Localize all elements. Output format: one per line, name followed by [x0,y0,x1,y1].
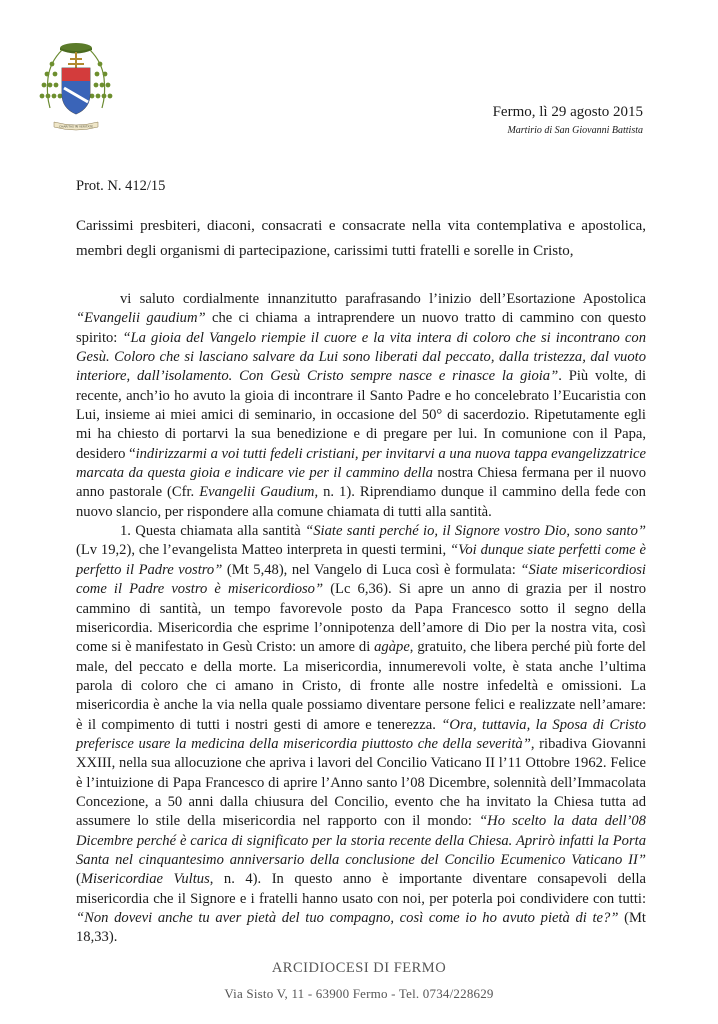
text-run: , ribadiva Giovanni XXIII, nella sua allocuzione che apriva i lavori del Concilio Vaticano II l’11 Ottobre 1962. Felice è l’intuizione di Papa Francesco di aprire l’Anno santo l’08 Dicembre, solennità dell’Immacolata Concezione, a 50 anni dalla chiusura del Concilio, evento che ha invitato la Chiesa tutta ad assumere lo stile della misericordia nel rapporto con il mondo: [76,735,647,830]
letter-paragraph [76,522,646,948]
protocol-number: Prot. N. 412/15 [76,178,166,194]
italic-quote-run: “Ora, tuttavia, la Sposa di Cristo preferisce usare la medicina della misericordia piuttosto che della severità” [76,716,646,752]
dateline [493,104,643,136]
italic-quote-run: “Voi dunque siate perfetti come è perfetto il Padre vostro” [76,542,646,578]
letterhead-footer [0,960,718,1002]
text-run: (Lc 6,36). Si apre un anno di grazia per il nostro cammino di santità, un tempo favorevole posto da Papa Francesco sotto il segno della misericordia. Misericordia che esprime l’onnipotenza dell’amore di Dio per la nostra vita, così come si è manifestato in Gesù Cristo: un amore di [76,581,646,656]
text-run: , gratuito, che libera perché più forte del male, del peccato e della morte. La misericordia, innumerevoli volte, è stata anche l’ultima parola di coloro che ci amano in Cristo, di fronte alle nostre infedeltà e omissioni. La misericordia è anche la via nella quale possiamo diventare persone felici e realizzate nell’amare: è il compimento di tutti i nostri gesti di amore e tenerezza. [76,639,646,733]
italic-quote-run: agàpe [374,639,410,656]
text-run: (Lv 19,2), che l’evangelista Matteo interpreta in questi termini, [76,542,450,559]
archdiocese-crest-icon [38,38,114,136]
text-run: 1. Questa chiamata alla santità [120,523,306,540]
letter-date: Fermo, lì 29 agosto 2015 [492,104,643,120]
crest-motto: CHARITAS IN VERITATE [58,124,94,129]
footer-organization: ARCIDIOCESI DI FERMO [271,960,447,976]
text-run: (Mt 5,48), nel Vangelo di Luca così è formulata: [222,561,521,578]
letter-paragraph [76,290,646,522]
italic-quote-run: “Evangelii gaudium” [76,310,206,327]
italic-quote-run: “La gioia del Vangelo riempie il cuore e la vita intera di coloro che si incontrano con Gesù. Coloro che si lasciano salvare da Lui sono liberati dal peccato, dalla tristezza, dal vuoto interiore, dall’isolamento. Con Gesù Cristo sempre nasce e rinasce la gioia” [76,329,647,385]
text-run: ( [76,871,81,888]
text-run: , n. 1). Riprendiamo dunque il cammino della fede con nuovo slancio, per rispondere alla comune chiamata di tutti alla santità. [76,484,646,520]
italic-quote-run: indirizzarmi a voi tutti fedeli cristiani, per invitarvi a una nuova tappa evangelizzatrice marcata da questa gioia e indicare vie per il cammino della [76,445,646,482]
italic-quote-run: “Siate santi perché io, il Signore vostro Dio, sono santo” [305,523,647,540]
text-run: nostra Chiesa fermana per il nuovo anno pastorale (Cfr. [76,465,646,501]
text-run: , n. 4). In questo anno è importante diventare consapevoli della misericordia che il Signore e i fratelli hanno usato con noi, per poterla poi condividere con tutti: [76,871,646,907]
italic-quote-run: Evangelii Gaudium [199,484,315,501]
italic-quote-run: “Siate misericordiosi come il Padre vostro è misericordioso” [76,561,646,598]
feast-day: Martirio di San Giovanni Battista [507,125,643,136]
text-run: che ci chiama a intraprendere un nuovo tratto di cammino con questo spirito: [76,310,646,346]
text-run: vi saluto cordialmente innanzitutto parafrasando l’inizio dell’Esortazione Apostolica [120,291,646,307]
italic-quote-run: “Non dovevi anche tu aver pietà del tuo compagno, così come io ho avuto pietà di te?” [76,910,619,926]
italic-quote-run: Misericordiae Vultus [80,871,210,888]
footer-address: Via Sisto V, 11 - 63900 Fermo - Tel. 0734/228629 [224,986,494,1001]
italic-quote-run: “Ho scelto la data dell’08 Dicembre perché è carica di significato per la storia recente della Chiesa. Aprirò infatti la Porta Santa nel cinquantesimo anniversario della conclusione del Concilio Ecumenico Vaticano II” [76,813,646,868]
text-run: (Mt 18,33). [76,910,646,946]
salutation: Carissimi presbiteri, diaconi, consacrati e consacrate nella vita contemplativa e apostolica, membri degli organismi di partecipazione, carissimi tutti fratelli e sorelle in Cristo, [76,218,646,259]
letter-body [76,290,646,948]
text-run: . Più volte, di recente, anch’io ho avuto la gioia di incontrare il Santo Padre e ho concelebrato l’Eucaristia con Lui, insieme ai miei amici di seminario, in occasione del 50° di sacerdozio. Ripetutamente egli mi ha chiesto di portarvi la sua benedizione e di pregare per lui. In comunione con il Papa, desidero “ [76,368,646,462]
